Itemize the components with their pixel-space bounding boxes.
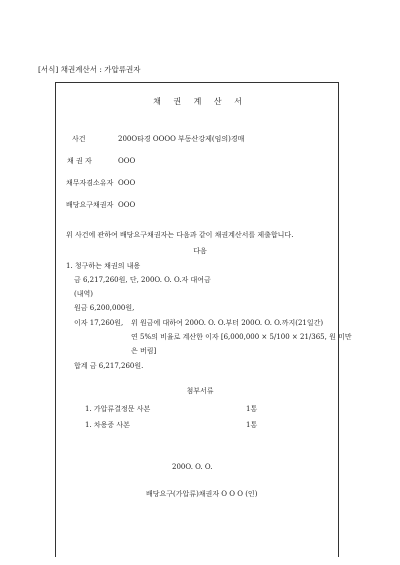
details-label: (내역) [74, 290, 93, 298]
attachment-name: 1. 차용증 사본 [85, 421, 130, 429]
interest-desc-1: 위 원금에 대하여 200O. O. O.부터 200O. O. O.까지(21일간) [131, 319, 324, 327]
creditor-label: 채 권 자 [67, 157, 92, 165]
next-heading: 다음 [193, 247, 207, 255]
signature-line: 배당요구(가압류)채권자 O O O (인) [146, 490, 258, 498]
claimant-value: OOO [118, 201, 136, 209]
document-date: 200O. O. O. [172, 463, 213, 471]
document-title: 채 권 계 산 서 [153, 97, 247, 106]
claim-total-line: 금 6,217,260원, 단, 200O. O. O.자 대여금 [74, 276, 211, 284]
case-label: 사건 [72, 135, 86, 143]
attachment-count: 1통 [246, 405, 258, 413]
interest-desc-3: 은 버림] [131, 347, 157, 355]
form-caption: [서식] 채권계산서 : 가압류권자 [38, 65, 141, 74]
interest-desc-2: 연 5%의 비율로 계산한 이자 [6,000,000 × 5/100 × 21/365, 원 미만 [131, 333, 352, 341]
intro-paragraph: 위 사건에 관하여 배당요구채권자는 다음과 같이 채권계산서를 제출합니다. [66, 231, 294, 239]
interest-amount: 이자 17,260원, [74, 319, 124, 327]
principal-line: 원금 6,200,000원, [74, 304, 135, 312]
attachment-name: 1. 가압류결정문 사본 [85, 405, 151, 413]
sum-line: 합계 금 6,217,260원. [74, 362, 144, 370]
claimant-label: 배당요구채권자 [66, 201, 114, 209]
debtor-owner-value: OOO [118, 179, 136, 187]
case-value: 200O타경 OOOO 부동산강제(임의)경매 [118, 135, 245, 143]
section1-heading: 1. 청구하는 채권의 내용 [66, 262, 141, 270]
debtor-owner-label: 채무자겸소유자 [66, 179, 114, 187]
creditor-value: OOO [118, 157, 136, 165]
attachments-heading: 첨부서류 [186, 387, 214, 395]
attachment-count: 1통 [246, 421, 258, 429]
